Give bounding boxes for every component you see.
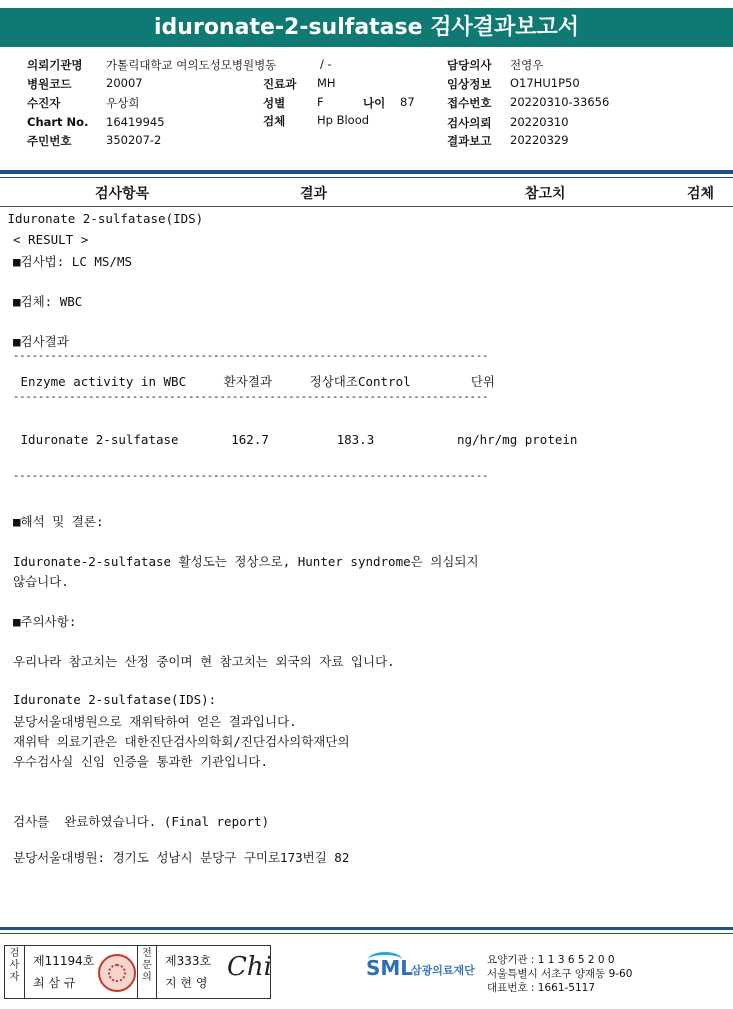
dept-value: MH [317, 76, 336, 90]
sex-label: 성별 [263, 96, 286, 110]
doctor-label: 담당의사 [447, 58, 492, 72]
seal-stamp [98, 954, 136, 992]
caution-text: 우리나라 참고치는 산정 중이며 현 참고치는 외국의 자료 입니다. [13, 654, 395, 669]
chart-value: 16419945 [106, 115, 165, 129]
doctor-value: 전영우 [510, 58, 544, 72]
interpretation-heading: ■해석 및 결론: [13, 514, 104, 529]
specimen-line: ■검체: WBC [13, 294, 83, 309]
ids-note: 재위탁 의료기관은 대한진단검사의학회/진단검사의학재단의 [13, 734, 350, 749]
col-item: 검사항목 [95, 186, 150, 202]
final-report-line: 검사를 완료하였습니다. (Final report) [13, 814, 270, 829]
dash-line: ---------------------------------------------------------------------------- [13, 350, 489, 362]
ids-note: 분당서울대병원으로 재위탁하여 얻은 결과입니다. [13, 714, 297, 729]
receipt-label: 접수번호 [447, 96, 492, 110]
tester-license: 제11194호 [33, 954, 95, 968]
interpretation-text: 않습니다. [13, 574, 69, 589]
interpretation-text: Iduronate-2-sulfatase 활성도는 정상으로, Hunter syndrome은 의심되지 [13, 554, 479, 569]
lab-address-line: 분당서울대병원: 경기도 성남시 분당구 구미로173번길 82 [13, 850, 350, 865]
results-table-row: Iduronate 2-sulfatase 162.7 183.3 ng/hr/mg protein [13, 432, 578, 447]
institution-value: 가톨릭대학교 여의도성모병원병동 [106, 58, 277, 72]
caution-heading: ■주의사항: [13, 614, 77, 629]
specialist-label: 전 문 의 [137, 946, 157, 998]
institution-label: 의뢰기관명 [27, 58, 83, 72]
specialist-name: 지 현 영 [165, 976, 208, 990]
results-heading: ■검사결과 [13, 334, 69, 349]
column-header [0, 183, 733, 205]
id-value: 350207-2 [106, 133, 162, 147]
tester-label: 검 사 자 [5, 946, 25, 998]
sex-value: F [317, 95, 324, 109]
tester-name: 최 삼 규 [33, 976, 76, 990]
ids-note: Iduronate 2-sulfatase(IDS): [13, 692, 217, 707]
divider [0, 206, 733, 207]
signature-box [4, 945, 271, 999]
patient-label: 수진자 [27, 96, 61, 110]
sml-logo [366, 952, 481, 992]
report-body [0, 210, 733, 865]
handwritten-signature: Chi [227, 952, 272, 982]
hospital-code-value: 20007 [106, 76, 143, 90]
report-date-label: 결과보고 [447, 134, 492, 148]
report-title: iduronate-2-sulfatase 검사결과보고서 [0, 8, 733, 47]
col-reference: 참고치 [525, 186, 566, 202]
hospital-code-label: 병원코드 [27, 77, 72, 91]
clinical-label: 임상정보 [447, 77, 492, 91]
specialist-license: 제333호 [165, 954, 212, 968]
result-heading: < RESULT > [13, 232, 89, 247]
test-name: Iduronate 2-sulfatase(IDS) [0, 211, 204, 226]
ward-value: / - [320, 57, 332, 71]
specimen-label: 검체 [263, 114, 286, 128]
ids-note: 우수검사실 신임 인증을 통과한 기관입니다. [13, 754, 268, 769]
divider [0, 177, 733, 178]
clinical-value: O17HU1P50 [510, 76, 580, 90]
col-result: 결과 [300, 186, 328, 202]
request-label: 검사의뢰 [447, 116, 492, 130]
divider [0, 927, 733, 930]
org-name: 삼광의료재단 [411, 964, 475, 977]
divider [0, 933, 733, 934]
specimen-value: Hp Blood [317, 113, 370, 127]
id-label: 주민번호 [27, 134, 72, 148]
report-header [0, 50, 733, 150]
age-value: 87 [400, 95, 415, 109]
dept-label: 진료과 [263, 77, 297, 91]
logo-text: SML [366, 956, 414, 980]
results-table-header: Enzyme activity in WBC 환자결과 정상대조Control 단위 [13, 374, 495, 389]
chart-label: Chart No. [27, 115, 89, 129]
divider [0, 170, 733, 174]
report-date-value: 20220329 [510, 133, 569, 147]
request-value: 20220310 [510, 115, 569, 129]
age-label: 나이 [363, 96, 386, 110]
patient-value: 우상희 [106, 96, 140, 110]
dash-line: ---------------------------------------------------------------------------- [13, 470, 489, 482]
dash-line: ---------------------------------------------------------------------------- [13, 391, 489, 403]
method-line: ■검사법: LC MS/MS [13, 254, 133, 269]
col-specimen: 검체 [687, 186, 715, 202]
receipt-value: 20220310-33656 [510, 95, 610, 109]
org-address: 요양기관 : 1 1 3 6 5 2 0 0 서울특별시 서초구 양재동 9-60 대표번호 : 1661-5117 [487, 954, 633, 994]
